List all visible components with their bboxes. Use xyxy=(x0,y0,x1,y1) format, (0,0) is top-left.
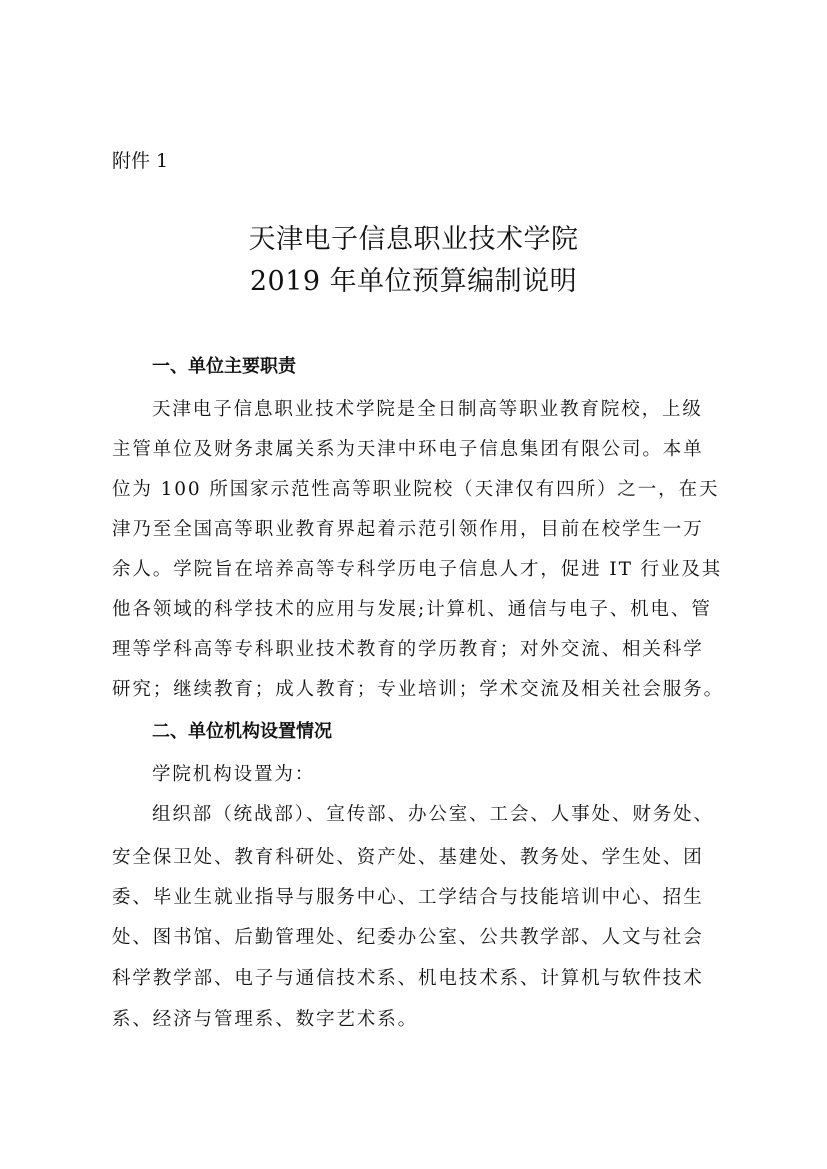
section-2-intro: 学院机构设置为： xyxy=(152,764,316,785)
section-2-paragraph-line: 组织部（统战部）、宣传部、办公室、工会、人事处、财务处、 xyxy=(152,804,714,825)
document-title-line-1: 天津电子信息职业技术学院 xyxy=(248,224,579,255)
section-2-heading: 二、单位机构设置情况 xyxy=(152,721,332,742)
section-1-paragraph-line: 位为 100 所国家示范性高等职业院校（天津仅有四所）之一，在天 xyxy=(112,479,720,500)
section-1-paragraph-line: 天津电子信息职业技术学院是全日制高等职业教育院校，上级 xyxy=(152,399,703,420)
document-title-line-2: 2019 年单位预算编制说明 xyxy=(249,266,578,297)
section-2-paragraph-line: 委、毕业生就业指导与服务中心、工学结合与技能培训中心、招生 xyxy=(112,887,704,908)
attachment-label: 附件 1 xyxy=(112,150,169,172)
section-1-paragraph-line: 津乃至全国高等职业教育界起着示范引领作用，目前在校学生一万 xyxy=(112,519,704,540)
section-2-paragraph-line: 系、经济与管理系、数字艺术系。 xyxy=(112,1009,419,1030)
section-1-paragraph-line: 余人。学院旨在培养高等专科学历电子信息人才，促进 IT 行业及其 xyxy=(112,559,723,580)
section-2-paragraph-line: 科学教学部、电子与通信技术系、机电技术系、计算机与软件技术 xyxy=(112,968,704,989)
section-1-paragraph-line: 理等学科高等专科职业技术教育的学历教育；对外交流、相关科学 xyxy=(112,639,704,660)
section-2-paragraph-line: 安全保卫处、教育科研处、资产处、基建处、教务处、学生处、团 xyxy=(112,847,704,868)
section-1-paragraph-line: 研究；继续教育；成人教育；专业培训；学术交流及相关社会服务。 xyxy=(112,679,725,700)
section-1-paragraph-line: 主管单位及财务隶属关系为天津中环电子信息集团有限公司。本单 xyxy=(112,439,704,460)
section-1-heading: 一、单位主要职责 xyxy=(152,356,296,377)
section-2-paragraph-line: 处、图书馆、后勤管理处、纪委办公室、公共教学部、人文与社会 xyxy=(112,927,704,948)
section-1-paragraph-line: 他各领域的科学技术的应用与发展;计算机、通信与电子、机电、管 xyxy=(112,599,712,620)
